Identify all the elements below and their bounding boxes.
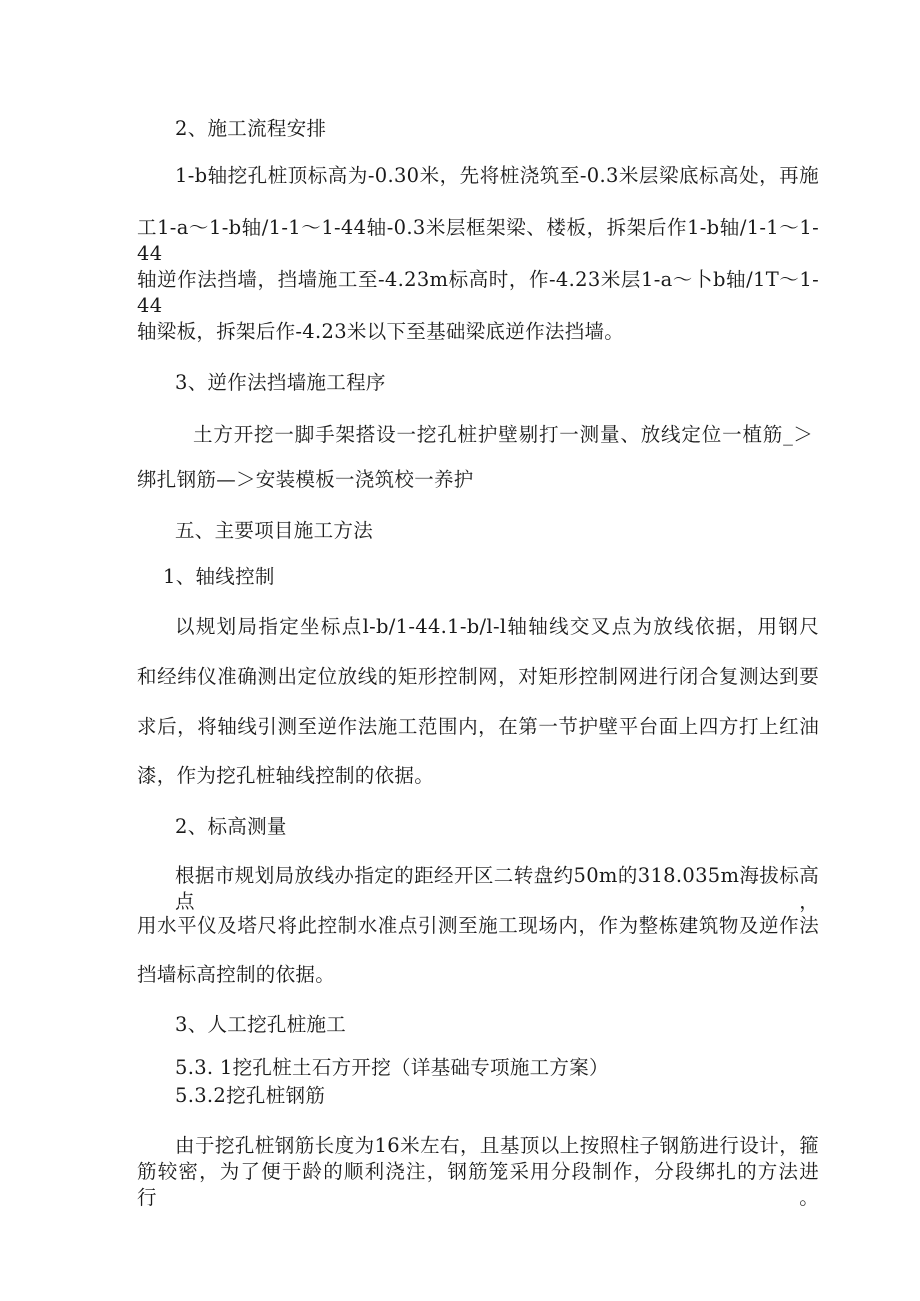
subsection-heading-reinforcement: 5.3.2挖孔桩钢筋 bbox=[175, 1084, 326, 1107]
paragraph-line: 用水平仪及塔尺将此控制水准点引测至施工现场内，作为整栋建筑物及逆作法 bbox=[137, 914, 819, 937]
paragraph-line: 漆，作为挖孔桩轴线控制的依据。 bbox=[137, 764, 435, 787]
section-heading-manual-bored-pile: 3、人工挖孔桩施工 bbox=[175, 1013, 347, 1036]
paragraph-line: 轴逆作法挡墙，挡墙施工至-4.23m标高时，作-4.23米层1-a～卜b轴/1T～1-44 bbox=[137, 268, 819, 317]
paragraph-line: 和经纬仪准确测出定位放线的矩形控制网，对矩形控制网进行闭合复测达到要 bbox=[137, 665, 819, 688]
paragraph-line: 土方开挖一脚手架搭设一挖孔桩护壁剔打一测量、放线定位一植筋_＞ bbox=[193, 423, 813, 446]
subsection-heading-earthwork: 5.3. 1挖孔桩土石方开挖（详基础专项施工方案） bbox=[175, 1056, 609, 1079]
paragraph-line: 工1-a～1-b轴/1-1～1-44轴-0.3米层框架梁、楼板，拆架后作1-b轴/1-1～1-44 bbox=[137, 216, 819, 265]
paragraph-line: 轴梁板，拆架后作-4.23米以下至基础梁底逆作法挡墙。 bbox=[137, 320, 625, 343]
paragraph-line: 挡墙标高控制的依据。 bbox=[137, 963, 336, 986]
paragraph-line: 由于挖孔桩钢筋长度为16米左右，且基顶以上按照柱子钢筋进行设计，箍 bbox=[175, 1134, 819, 1157]
paragraph-line: 绑扎钢筋—＞安装模板一浇筑校一养护 bbox=[137, 468, 474, 491]
paragraph-line: 1-b轴挖孔桩顶标高为-0.30米，先将桩浇筑至-0.3米层梁底标高处，再施 bbox=[175, 164, 819, 187]
paragraph-line: 以规划局指定坐标点l-b/1-44.1-b/l-l轴轴线交叉点为放线依据，用钢尺 bbox=[175, 615, 819, 638]
chapter-heading-main-methods: 五、主要项目施工方法 bbox=[175, 519, 374, 542]
paragraph-line: 求后，将轴线引测至逆作法施工范围内，在第一节护壁平台面上四方打上红油 bbox=[137, 715, 819, 738]
paragraph-line: 根据市规划局放线办指定的距经开区二转盘约50m的318.035m海拔标高点， bbox=[175, 864, 819, 913]
section-heading-axis-control: 1、轴线控制 bbox=[163, 565, 275, 588]
paragraph-line: 筋较密，为了便于龄的顺利浇注，钢筋笼采用分段制作，分段绑扎的方法进行。 bbox=[137, 1160, 819, 1209]
section-heading-construction-sequence: 2、施工流程安排 bbox=[175, 117, 327, 140]
section-heading-retaining-wall-procedure: 3、逆作法挡墙施工程序 bbox=[175, 371, 386, 394]
section-heading-elevation-survey: 2、标高测量 bbox=[175, 815, 287, 838]
